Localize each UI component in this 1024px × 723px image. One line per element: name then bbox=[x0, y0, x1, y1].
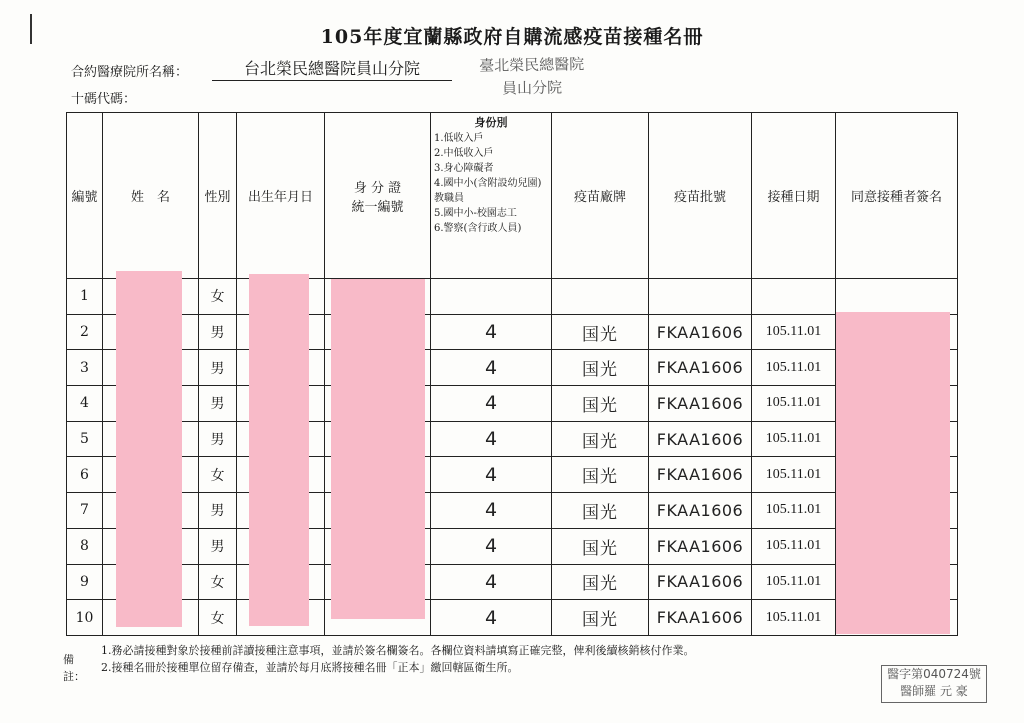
brand-cell: 国光 bbox=[552, 421, 649, 457]
col-dob: 出生年月日 bbox=[237, 113, 325, 279]
row-no: 2 bbox=[67, 314, 103, 350]
table-row bbox=[67, 386, 958, 422]
lot-cell bbox=[649, 279, 752, 315]
doctor-stamp bbox=[881, 665, 987, 703]
redaction-name bbox=[116, 271, 182, 627]
row-no: 5 bbox=[67, 421, 103, 457]
brand-cell: 国光 bbox=[552, 600, 649, 636]
identity-cell: 4 bbox=[431, 386, 552, 422]
row-no: 4 bbox=[67, 386, 103, 422]
date-cell: 105.11.01 bbox=[752, 386, 836, 422]
col-sign: 同意接種者簽名 bbox=[836, 113, 958, 279]
brand-cell: 国光 bbox=[552, 564, 649, 600]
sex-cell: 女 bbox=[199, 600, 237, 636]
lot-cell: FKAA1606 bbox=[649, 564, 752, 600]
col-no: 編號 bbox=[67, 113, 103, 279]
col-date: 接種日期 bbox=[752, 113, 836, 279]
table-row bbox=[67, 314, 958, 350]
lot-cell: FKAA1606 bbox=[649, 386, 752, 422]
code-label: 十碼代碼： bbox=[71, 92, 137, 107]
redaction-signature bbox=[836, 312, 950, 634]
sex-cell: 男 bbox=[199, 386, 237, 422]
hospital-stamp-line2: 員山分院 bbox=[501, 78, 563, 98]
date-cell: 105.11.01 bbox=[752, 457, 836, 493]
col-name: 姓 名 bbox=[103, 113, 199, 279]
sex-cell: 男 bbox=[199, 528, 237, 564]
identity-option: 2.中低收入戶 bbox=[434, 148, 494, 159]
lot-cell: FKAA1606 bbox=[649, 528, 752, 564]
note-line: 2.接種名冊於接種單位留存備查，並請於每月底將接種名冊「正本」繳回轄區衛生所。 bbox=[101, 661, 519, 674]
row-no: 3 bbox=[67, 350, 103, 386]
brand-cell: 国光 bbox=[552, 386, 649, 422]
row-no: 9 bbox=[67, 564, 103, 600]
sex-cell: 女 bbox=[199, 279, 237, 315]
col-id-line2: 統一編號 bbox=[351, 199, 404, 215]
identity-option: 6.警察(含行政人員) bbox=[434, 223, 522, 234]
sex-cell: 男 bbox=[199, 314, 237, 350]
hospital-label: 合約醫療院所名稱： bbox=[71, 65, 189, 80]
sex-cell: 女 bbox=[199, 457, 237, 493]
brand-cell: 国光 bbox=[552, 493, 649, 529]
notes-label: 備註： bbox=[63, 653, 85, 683]
note-line: 1.務必請接種對象於接種前詳讀接種注意事項，並請於簽名欄簽名。各欄位資料請填寫正確完整，俾利後續核銷核付作業。 bbox=[101, 644, 695, 657]
table-row bbox=[67, 528, 958, 564]
date-cell: 105.11.01 bbox=[752, 564, 836, 600]
brand-cell: 国光 bbox=[552, 528, 649, 564]
lot-cell: FKAA1606 bbox=[649, 314, 752, 350]
lot-cell: FKAA1606 bbox=[649, 421, 752, 457]
sex-cell: 男 bbox=[199, 421, 237, 457]
col-lot: 疫苗批號 bbox=[649, 113, 752, 279]
lot-cell: FKAA1606 bbox=[649, 600, 752, 636]
identity-cell: 4 bbox=[431, 457, 552, 493]
col-identity bbox=[431, 113, 552, 279]
redaction-dob bbox=[249, 274, 309, 626]
brand-cell bbox=[552, 279, 649, 315]
identity-option: 1.低收入戶 bbox=[434, 133, 484, 144]
identity-cell: 4 bbox=[431, 493, 552, 529]
row-no: 6 bbox=[67, 457, 103, 493]
sign-cell bbox=[836, 279, 958, 315]
row-no: 10 bbox=[67, 600, 103, 636]
table-row bbox=[67, 421, 958, 457]
document-title: 105年度宜蘭縣政府自購流感疫苗接種名冊 bbox=[320, 26, 704, 48]
col-sex: 性別 bbox=[199, 113, 237, 279]
doctor-stamp-line2: 醫師羅 元 豪 bbox=[900, 684, 968, 698]
table-row bbox=[67, 600, 958, 636]
table-row bbox=[67, 493, 958, 529]
col-identity-title: 身份別 bbox=[474, 116, 508, 129]
table-header-row bbox=[67, 113, 958, 279]
row-no: 1 bbox=[67, 279, 103, 315]
sex-cell: 男 bbox=[199, 350, 237, 386]
date-cell: 105.11.01 bbox=[752, 350, 836, 386]
row-no: 7 bbox=[67, 493, 103, 529]
hospital-name: 台北榮民總醫院員山分院 bbox=[212, 56, 452, 81]
identity-cell: 4 bbox=[431, 528, 552, 564]
table-row bbox=[67, 350, 958, 386]
col-brand: 疫苗廠牌 bbox=[552, 113, 649, 279]
brand-cell: 国光 bbox=[552, 350, 649, 386]
hospital-stamp-line1: 臺北榮民總醫院 bbox=[479, 55, 585, 75]
date-cell: 105.11.01 bbox=[752, 493, 836, 529]
brand-cell: 国光 bbox=[552, 314, 649, 350]
table-row bbox=[67, 564, 958, 600]
lot-cell: FKAA1606 bbox=[649, 350, 752, 386]
identity-cell: 4 bbox=[431, 314, 552, 350]
date-cell: 105.11.01 bbox=[752, 528, 836, 564]
identity-cell: 4 bbox=[431, 564, 552, 600]
date-cell bbox=[752, 279, 836, 315]
date-cell: 105.11.01 bbox=[752, 314, 836, 350]
date-cell: 105.11.01 bbox=[752, 421, 836, 457]
sex-cell: 女 bbox=[199, 564, 237, 600]
hospital-stamp bbox=[462, 53, 603, 113]
identity-cell: 4 bbox=[431, 600, 552, 636]
identity-cell: 4 bbox=[431, 350, 552, 386]
identity-option: 4.國中小(含附設幼兒園)教職員 bbox=[434, 178, 542, 204]
brand-cell: 国光 bbox=[552, 457, 649, 493]
col-id bbox=[325, 113, 431, 279]
lot-cell: FKAA1606 bbox=[649, 493, 752, 529]
lot-cell: FKAA1606 bbox=[649, 457, 752, 493]
table-row bbox=[67, 279, 958, 315]
identity-option: 5.國中小-校園志工 bbox=[434, 208, 517, 219]
identity-option: 3.身心障礙者 bbox=[434, 163, 494, 174]
date-cell: 105.11.01 bbox=[752, 600, 836, 636]
identity-cell bbox=[431, 279, 552, 315]
doctor-stamp-line1: 醫字第040724號 bbox=[887, 667, 981, 681]
sex-cell: 男 bbox=[199, 493, 237, 529]
identity-cell: 4 bbox=[431, 421, 552, 457]
vaccination-table bbox=[66, 112, 958, 636]
redaction-id bbox=[331, 279, 425, 619]
col-id-line1: 身 分 證 bbox=[353, 180, 402, 196]
row-no: 8 bbox=[67, 528, 103, 564]
table-row bbox=[67, 457, 958, 493]
